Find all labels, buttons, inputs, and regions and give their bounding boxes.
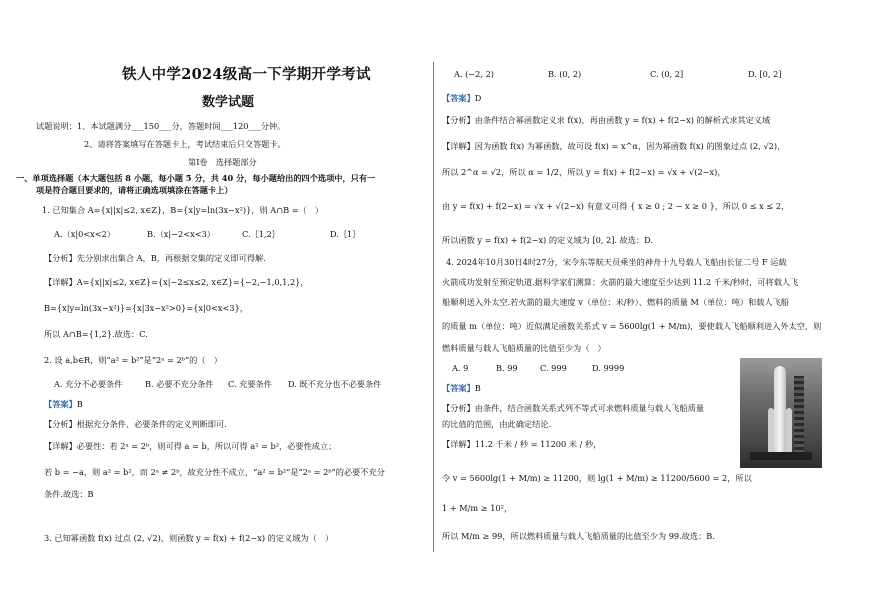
q1-option-b: B.（x|−2<x<3） (147, 229, 215, 239)
instruction-line-2: 2、请将答案填写在答题卡上，考试结束后只交答题卡。 (84, 139, 286, 149)
q1-detail-1: 【详解】A={x||x|≤2, x∈Z}={x|−2≤x≤2, x∈Z}={−2,−1,0,1,2}， (44, 277, 309, 287)
question-3-stem: 3. 已知幂函数 f(x) 过点 (2, √2)，则函数 y = f(x) + f(2−x) 的定义域为（ ） (44, 533, 334, 543)
answer-tag: 【答案】 (442, 93, 475, 103)
question-4-stem-4: 的质量 m（单位：吨）近似满足函数关系式 v = 5600lg(1 + M/m)，要使载人飞船顺利进入外太空，则 (442, 321, 822, 331)
q3-option-a: A. (−2, 2) (454, 69, 494, 79)
q4-detail-4: 所以 M/m ≥ 99，所以燃料质量与载人飞船质量的比值至少为 99.故选：B. (442, 531, 715, 541)
q3-option-c: C. (0, 2] (650, 69, 684, 79)
q2-option-d: D. 既不充分也不必要条件 (288, 379, 382, 389)
q4-answer (442, 384, 481, 392)
launch-tower (794, 376, 804, 456)
q4-detail-3: 1 + M/m ≥ 10²， (442, 503, 513, 513)
q4-option-c: C. 999 (540, 363, 567, 373)
q3-option-b: B. (0, 2) (548, 69, 582, 79)
q4-option-d: D. 9999 (592, 363, 625, 373)
q2-option-b: B. 必要不充分条件 (145, 379, 214, 389)
q3-analysis: 【分析】由条件结合幂函数定义求 f(x)，再由函数 y = f(x) + f(2−x) 的解析式求其定义域 (442, 115, 771, 125)
q4-analysis-1: 【分析】由条件，结合函数关系式列不等式可求燃料质量与载人飞船质量 (442, 403, 705, 413)
question-1-stem: 1. 已知集合 A={x||x|≤2, x∈Z}，B={x|y=ln(3x−x²)}，则 A∩B =（ ） (42, 205, 324, 215)
part1-heading: 一、单项选择题（本大题包括 8 小题，每小题 5 分，共 40 分，每小题给出的四个选项中，只有一 (16, 173, 376, 183)
q3-answer (442, 94, 481, 102)
q4-detail-2: 令 v = 5600lg(1 + M/m) ≥ 11200，则 lg(1 + M/m) ≥ 11200/5600 = 2，所以 (442, 473, 752, 483)
q2-analysis: 【分析】根据充分条件、必要条件的定义判断即可. (44, 419, 227, 429)
q2-detail-3: 条件.故选：B (44, 489, 94, 499)
q3-option-d: D. [0, 2] (748, 69, 782, 79)
q1-option-d: D.｛1｝ (330, 229, 361, 239)
rocket-launch-photo (740, 358, 822, 468)
q4-option-b: B. 99 (496, 363, 518, 373)
question-2-stem: 2. 设 a,b∈R，则“a² = b²”是“2ᵃ = 2ᵇ”的（ ） (44, 355, 222, 365)
q3-detail-3: 由 y = f(x) + f(2−x) = √x + √(2−x) 有意义可得 { x ≥ 0 ; 2 − x ≥ 0 }，所以 0 ≤ x ≤ 2， (442, 201, 790, 211)
section-title: 第Ⅰ卷 选择题部分 (188, 157, 257, 167)
rocket-icon (774, 366, 786, 452)
question-4-stem-5: 燃料质量与载人飞船质量的比值至少为（ ） (442, 343, 606, 353)
q2-detail-1: 【详解】必要性：若 2ᵃ = 2ᵇ，则可得 a = b，所以可得 a² = b²，必要性成立； (44, 441, 337, 451)
q2-answer (44, 400, 83, 408)
q3-detail-1: 【详解】因为函数 f(x) 为幂函数，故可设 f(x) = x^α，因为幂函数 f(x) 的图象过点 (2, √2)， (442, 141, 786, 151)
q2-detail-2: 若 b = −a，则 a² = b²，而 2ᵃ ≠ 2ᵇ，故充分性不成立，“a² = b²”是“2ᵃ = 2ᵇ”的必要不充分 (44, 467, 385, 477)
q1-option-a: A.（x|0<x<2） (54, 229, 116, 239)
q3-detail-2: 所以 2^α = √2，所以 α = 1/2，所以 y = f(x) + f(2−x) = √x + √(2−x)， (442, 167, 726, 177)
q1-analysis: 【分析】先分别求出集合 A，B，再根据交集的定义即可得解. (44, 253, 266, 263)
q4-analysis-2: 的比值的范围，由此确定结论. (442, 419, 552, 429)
answer-value: B (474, 383, 481, 393)
q2-option-c: C. 充要条件 (228, 379, 272, 389)
q4-detail-1: 【详解】11.2 千米 / 秒 = 11200 米 / 秒， (442, 439, 602, 449)
q1-detail-2: B={x|y=ln(3x−x²)}={x|3x−x²>0}={x|0<x<3}， (44, 303, 248, 313)
q1-detail-3: 所以 A∩B={1,2}.故选：C. (44, 329, 148, 339)
answer-value: B (76, 399, 83, 409)
exam-title: 铁人中学2024级高一下学期开学考试 (122, 66, 371, 83)
answer-value: D (474, 93, 482, 103)
exam-subtitle: 数学试题 (202, 95, 255, 110)
q1-option-c: C.｛1,2｝ (242, 229, 280, 239)
question-4-stem-1: 4. 2024年10月30日4时27分，宋令东等航天员乘坐的神舟十九号载人飞船由长征二号 F 运载 (446, 257, 787, 267)
q4-option-a: A. 9 (452, 363, 469, 373)
launch-pad (750, 452, 812, 460)
question-4-stem-3: 船顺利送入外太空.若火箭的最大速度 v（单位：米/秒）、燃料的质量 M（单位：吨）和载人飞船 (442, 297, 789, 307)
part1-heading-cont: 项是符合题目要求的，请将正确选项填涂在答题卡上） (36, 185, 233, 195)
column-divider (433, 62, 434, 552)
q2-option-a: A. 充分不必要条件 (54, 379, 123, 389)
question-4-stem-2: 火箭成功发射至预定轨道.据科学家们测算：火箭的最大速度至少达到 11.2 千米/秒时，可将载人飞 (442, 277, 799, 287)
rocket-booster-right (786, 408, 792, 452)
answer-tag: 【答案】 (44, 399, 77, 409)
q3-detail-4: 所以函数 y = f(x) + f(2−x) 的定义域为 [0, 2]. 故选：D. (442, 235, 654, 245)
instruction-line-1: 试题说明：1、本试题满分___150___分，答题时间___120___分钟。 (36, 121, 286, 131)
answer-tag: 【答案】 (442, 383, 475, 393)
